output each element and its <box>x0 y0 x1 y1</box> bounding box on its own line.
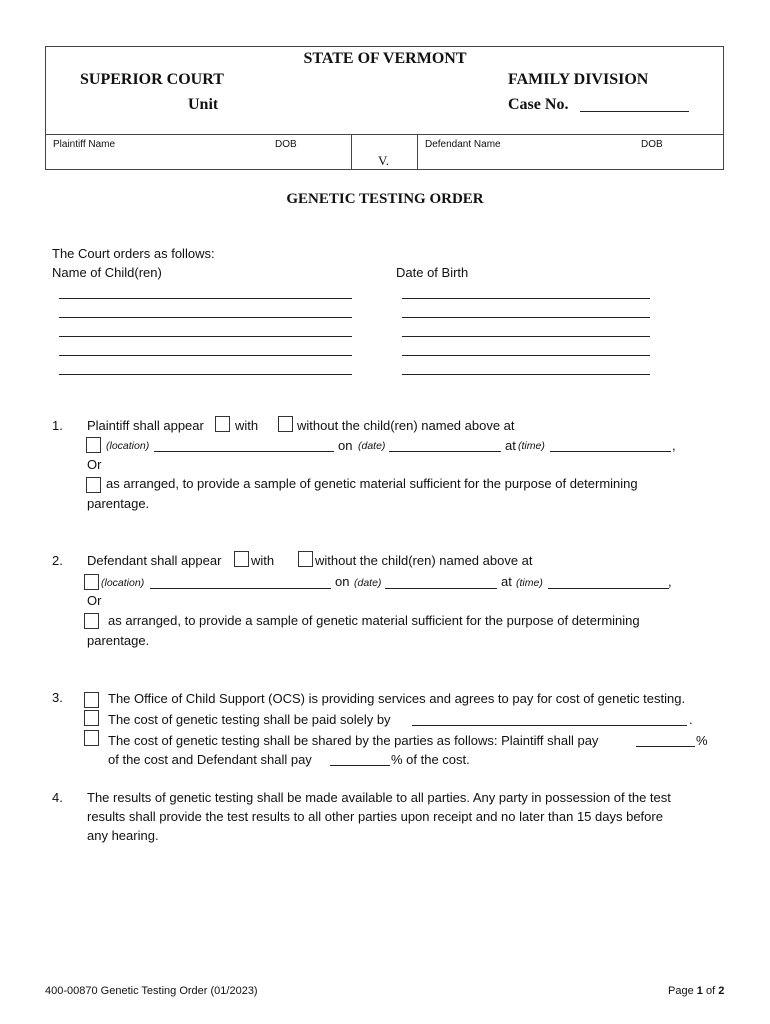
dob-column-label: Date of Birth <box>396 265 469 280</box>
defendant-appear-text: Defendant shall appear <box>87 553 222 568</box>
defendant-arranged-checkbox[interactable] <box>84 613 99 629</box>
without-label: without the child(ren) named above at <box>315 553 533 568</box>
defendant-location-field[interactable] <box>150 588 331 589</box>
child-name-field[interactable] <box>59 336 352 337</box>
parentage-text: parentage. <box>87 633 150 648</box>
defendant-location-checkbox[interactable] <box>84 574 99 590</box>
plaintiff-with-checkbox[interactable] <box>215 416 230 432</box>
on-label: on <box>335 574 350 589</box>
defendant-with-checkbox[interactable] <box>234 551 249 567</box>
defendant-name-label: Defendant Name <box>425 139 501 150</box>
child-dob-field[interactable] <box>402 355 650 356</box>
results-text-line-1: The results of genetic testing shall be made available to all parties. Any party in possession of the test <box>87 790 671 805</box>
ocs-text: The Office of Child Support (OCS) is providing services and agrees to pay for cost of genetic testing. <box>108 691 686 706</box>
location-label: (location) <box>101 577 145 589</box>
arranged-text: as arranged, to provide a sample of genetic material sufficient for the purpose of determining <box>106 476 638 491</box>
plaintiff-without-checkbox[interactable] <box>278 416 293 432</box>
page-number: 1 <box>696 985 703 997</box>
at-label: at <box>501 574 512 589</box>
time-label: (time) <box>518 440 545 452</box>
on-label: on <box>338 438 353 453</box>
section-4-number: 4. <box>52 790 63 805</box>
defendant-time-field[interactable] <box>548 588 669 589</box>
form-number: 400-00870 Genetic Testing Order (01/2023) <box>45 985 258 997</box>
defendant-percent-field[interactable] <box>330 765 390 766</box>
case-no-label: Case No. <box>508 96 569 113</box>
at-label: at <box>505 438 516 453</box>
plaintiff-date-field[interactable] <box>389 451 501 452</box>
plaintiff-dob-label: DOB <box>275 139 297 150</box>
time-label: (time) <box>516 577 543 589</box>
percent-of-cost-text: % of the cost. <box>391 752 470 767</box>
date-label: (date) <box>358 440 386 452</box>
with-label: with <box>235 418 259 433</box>
results-text-line-2: results shall provide the test results to all other parties upon receipt and no later than 15 days before <box>87 809 663 824</box>
page-total: 2 <box>718 985 725 997</box>
child-name-field[interactable] <box>59 298 352 299</box>
section-1-number: 1. <box>52 418 63 433</box>
child-column-label: Name of Child(ren) <box>52 265 162 280</box>
ocs-checkbox[interactable] <box>84 692 99 708</box>
period: . <box>689 712 693 727</box>
of-label: of <box>705 985 716 997</box>
or-label: Or <box>87 593 102 608</box>
child-dob-field[interactable] <box>402 317 650 318</box>
child-dob-field[interactable] <box>402 374 650 375</box>
of-cost-text: of the cost and Defendant shall pay <box>108 752 312 767</box>
plaintiff-arranged-checkbox[interactable] <box>86 477 101 493</box>
percent-sign: % <box>696 733 708 748</box>
arranged-text: as arranged, to provide a sample of genetic material sufficient for the purpose of determining <box>108 613 640 628</box>
comma: , <box>672 438 676 453</box>
solely-payer-field[interactable] <box>412 725 687 726</box>
date-label: (date) <box>354 577 382 589</box>
plaintiff-appear-text: Plaintiff shall appear <box>87 418 204 433</box>
plaintiff-location-checkbox[interactable] <box>86 437 101 453</box>
page-title: GENETIC TESTING ORDER <box>286 191 484 207</box>
location-label: (location) <box>106 440 150 452</box>
solely-checkbox[interactable] <box>84 710 99 726</box>
intro-text: The Court orders as follows: <box>52 246 215 261</box>
plaintiff-name-label: Plaintiff Name <box>53 139 116 150</box>
page-indicator <box>668 985 724 997</box>
child-name-field[interactable] <box>59 317 352 318</box>
section-2-number: 2. <box>52 553 63 568</box>
state-title: STATE OF VERMONT <box>303 50 467 67</box>
shared-text: The cost of genetic testing shall be shared by the parties as follows: Plaintiff shall pay <box>108 733 599 748</box>
with-label: with <box>251 553 275 568</box>
without-label: without the child(ren) named above at <box>297 418 515 433</box>
solely-text: The cost of genetic testing shall be paid solely by <box>108 712 391 727</box>
page-label: Page <box>668 985 694 997</box>
child-dob-field[interactable] <box>402 298 650 299</box>
court-name: SUPERIOR COURT <box>80 71 224 88</box>
child-name-field[interactable] <box>59 355 352 356</box>
results-text-line-3: any hearing. <box>87 828 159 843</box>
division-name: FAMILY DIVISION <box>508 71 649 88</box>
defendant-date-field[interactable] <box>385 588 497 589</box>
child-dob-field[interactable] <box>402 336 650 337</box>
defendant-without-checkbox[interactable] <box>298 551 313 567</box>
or-label: Or <box>87 457 102 472</box>
shared-checkbox[interactable] <box>84 730 99 746</box>
plaintiff-percent-field[interactable] <box>636 746 695 747</box>
plaintiff-time-field[interactable] <box>550 451 671 452</box>
defendant-dob-label: DOB <box>641 139 663 150</box>
unit-label: Unit <box>188 96 219 113</box>
versus-label: V. <box>378 153 389 168</box>
comma: , <box>668 574 672 589</box>
child-name-field[interactable] <box>59 374 352 375</box>
parentage-text: parentage. <box>87 496 150 511</box>
section-3-number: 3. <box>52 690 63 705</box>
case-no-field[interactable] <box>580 111 689 112</box>
plaintiff-location-field[interactable] <box>154 451 334 452</box>
